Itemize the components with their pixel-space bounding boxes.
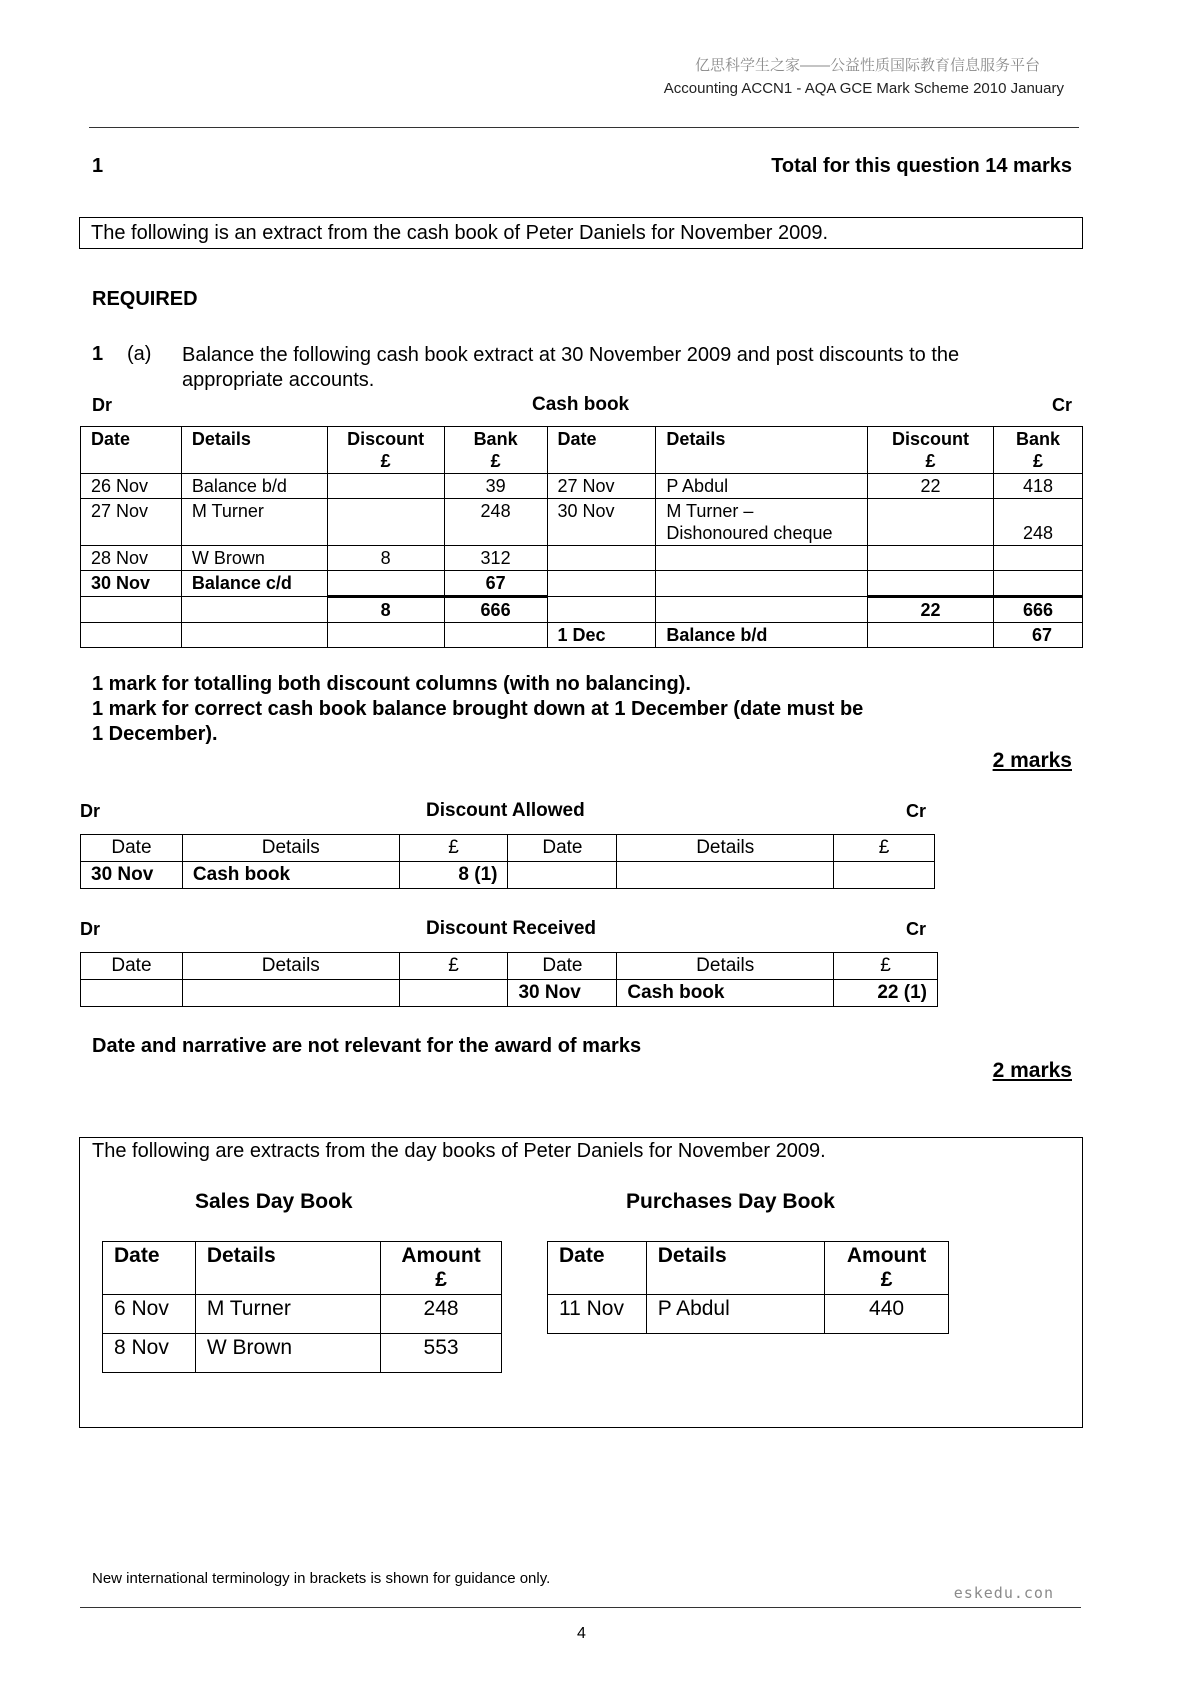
table-row	[81, 571, 1083, 597]
source-banner: 亿思科学生之家——公益性质国际教育信息服务平台	[694, 57, 1040, 74]
table-cell: 67	[994, 623, 1083, 648]
table-cell	[834, 862, 935, 889]
table-cell: M Turner	[195, 1295, 380, 1334]
table-row	[81, 980, 938, 1007]
purchases-day-book-table	[547, 1241, 949, 1334]
table-cell	[508, 862, 617, 889]
document-title: Accounting ACCN1 - AQA GCE Mark Scheme 2010 January	[663, 80, 1064, 97]
page-number: 4	[577, 1625, 586, 1642]
table-cell: 248	[381, 1295, 502, 1334]
dr-discount-header: Discount £	[327, 427, 444, 474]
discount-allowed-cr-label: Cr	[906, 801, 927, 821]
site-watermark: eskedu.con	[953, 1584, 1054, 1602]
cashbook-table	[80, 426, 1083, 648]
table-cell: Date	[81, 953, 183, 980]
table-cell: Cash book	[617, 980, 834, 1007]
table-cell	[868, 546, 994, 571]
sales-header-row	[103, 1242, 502, 1295]
table-cell	[656, 546, 868, 571]
table-cell: £	[834, 835, 935, 862]
table-cell: W Brown	[181, 546, 327, 571]
table-cell: 248	[444, 499, 547, 546]
table-cell: 22 (1)	[834, 980, 938, 1007]
table-cell: Date	[508, 835, 617, 862]
table-cell: Amount £	[825, 1242, 949, 1295]
table-cell	[182, 980, 399, 1007]
question-number: 1	[92, 155, 104, 177]
table-cell: Date	[548, 1242, 647, 1295]
footer-divider	[80, 1607, 1081, 1608]
cashbook-title: Cash book	[532, 394, 630, 415]
table-cell: £	[834, 953, 938, 980]
table-cell	[656, 597, 868, 623]
table-cell: 28 Nov	[81, 546, 182, 571]
table-row	[548, 1295, 949, 1334]
table-cell	[994, 571, 1083, 597]
dr-date-header: Date	[81, 427, 182, 474]
table-cell: P Abdul	[656, 474, 868, 499]
cashbook-cr-label: Cr	[1052, 395, 1073, 415]
table-cell: 30 Nov	[508, 980, 617, 1007]
terminology-footnote: New international terminology in brackets is shown for guidance only.	[92, 1570, 551, 1587]
table-cell: P Abdul	[646, 1295, 824, 1334]
table-cell: 8 Nov	[103, 1334, 196, 1373]
cr-bank-header: Bank £	[994, 427, 1083, 474]
table-cell: 418	[994, 474, 1083, 499]
table-cell: £	[399, 953, 508, 980]
table-cell: Details	[617, 835, 834, 862]
part-number: 1	[92, 343, 104, 365]
discount-received-table	[80, 952, 938, 1007]
marking-notes	[92, 672, 863, 747]
table-cell: 8 (1)	[399, 862, 508, 889]
table-cell: Cash book	[182, 862, 399, 889]
table-cell	[868, 623, 994, 648]
table-cell: Details	[182, 835, 399, 862]
table-row	[81, 546, 1083, 571]
sales-day-book-table	[102, 1241, 502, 1373]
discount-received-dr-label: Dr	[80, 919, 101, 939]
table-cell	[868, 571, 994, 597]
table-cell: 312	[444, 546, 547, 571]
table-cell: 67	[444, 571, 547, 597]
part-label: (a)	[127, 343, 152, 365]
question-total-marks: Total for this question 14 marks	[771, 155, 1072, 177]
question-intro-text: The following is an extract from the cash book of Peter Daniels for November 2009.	[91, 222, 829, 244]
dr-discount-total: 8	[327, 597, 444, 623]
table-cell: 27 Nov	[547, 474, 656, 499]
table-cell	[81, 980, 183, 1007]
table-cell: Details	[646, 1242, 824, 1295]
table-cell: 27 Nov	[81, 499, 182, 546]
table-cell: Balance b/d	[656, 623, 868, 648]
marking-note: 1 mark for totalling both discount columns (with no balancing).	[92, 673, 691, 695]
table-cell: Balance c/d	[181, 571, 327, 597]
table-row	[81, 862, 935, 889]
table-cell	[181, 623, 327, 648]
question-intro-box	[79, 217, 1083, 249]
ledger-header-row	[81, 835, 935, 862]
cashbook-dr-label: Dr	[92, 395, 113, 415]
dr-bank-total: 666	[444, 597, 547, 623]
table-cell: Details	[182, 953, 399, 980]
table-cell: £	[399, 835, 508, 862]
table-cell	[547, 546, 656, 571]
purchases-day-book-title: Purchases Day Book	[626, 1190, 835, 1213]
cr-details-header: Details	[656, 427, 868, 474]
table-cell: 30 Nov	[81, 862, 183, 889]
table-cell: Date	[508, 953, 617, 980]
table-cell: M Turner – Dishonoured cheque	[656, 499, 868, 546]
table-row	[103, 1334, 502, 1373]
table-cell: 39	[444, 474, 547, 499]
table-cell	[81, 597, 182, 623]
brought-down-row	[81, 623, 1083, 648]
table-cell: 8	[327, 546, 444, 571]
cr-bank-total: 666	[994, 597, 1083, 623]
table-cell	[547, 597, 656, 623]
cr-discount-header: Discount £	[868, 427, 994, 474]
table-cell	[994, 546, 1083, 571]
table-cell: 248	[994, 499, 1083, 546]
table-cell: 1 Dec	[547, 623, 656, 648]
table-cell: 553	[381, 1334, 502, 1373]
required-heading: REQUIRED	[92, 288, 198, 310]
table-cell	[868, 499, 994, 546]
marking-note: 1 mark for correct cash book balance brought down at 1 December (date must be	[92, 698, 864, 720]
day-books-intro: The following are extracts from the day books of Peter Daniels for November 2009.	[92, 1140, 826, 1162]
cr-discount-total: 22	[868, 597, 994, 623]
table-cell: Balance b/d	[181, 474, 327, 499]
discount-allowed-table	[80, 834, 935, 889]
table-cell: 30 Nov	[547, 499, 656, 546]
discount-allowed-dr-label: Dr	[80, 801, 101, 821]
table-cell	[327, 623, 444, 648]
discount-received-title: Discount Received	[426, 918, 596, 939]
table-cell: W Brown	[195, 1334, 380, 1373]
table-cell	[399, 980, 508, 1007]
totals-row	[81, 597, 1083, 623]
discount-received-cr-label: Cr	[906, 919, 927, 939]
table-row	[81, 499, 1083, 546]
table-cell: Amount £	[381, 1242, 502, 1295]
table-row	[103, 1295, 502, 1334]
marking-note: 1 December).	[92, 723, 218, 745]
table-cell: 26 Nov	[81, 474, 182, 499]
marks-award: 2 marks	[992, 749, 1072, 772]
table-cell: 11 Nov	[548, 1295, 647, 1334]
dr-bank-header: Bank £	[444, 427, 547, 474]
table-cell: M Turner	[181, 499, 327, 546]
table-cell: Details	[617, 953, 834, 980]
table-cell	[444, 623, 547, 648]
table-cell	[327, 499, 444, 546]
table-cell: Date	[103, 1242, 196, 1295]
cr-date-header: Date	[547, 427, 656, 474]
table-row	[81, 474, 1083, 499]
sales-day-book-title: Sales Day Book	[195, 1190, 353, 1213]
header-divider	[89, 127, 1079, 128]
purchases-header-row	[548, 1242, 949, 1295]
table-cell: 6 Nov	[103, 1295, 196, 1334]
marks-award: 2 marks	[992, 1059, 1072, 1082]
table-cell	[181, 597, 327, 623]
table-cell: Date	[81, 835, 183, 862]
table-cell: 30 Nov	[81, 571, 182, 597]
table-cell	[656, 571, 868, 597]
table-cell: 22	[868, 474, 994, 499]
table-cell: Details	[195, 1242, 380, 1295]
dr-details-header: Details	[181, 427, 327, 474]
table-cell	[327, 474, 444, 499]
part-instruction: Balance the following cash book extract at 30 November 2009 and post discounts to the appropriate accounts.	[182, 344, 960, 391]
cashbook-header-row	[81, 427, 1083, 474]
discount-allowed-title: Discount Allowed	[426, 800, 585, 821]
marking-note-narrative: Date and narrative are not relevant for the award of marks	[92, 1035, 642, 1057]
table-cell	[547, 571, 656, 597]
table-cell	[81, 623, 182, 648]
ledger-header-row	[81, 953, 938, 980]
table-cell	[617, 862, 834, 889]
table-cell	[327, 571, 444, 597]
table-cell: 440	[825, 1295, 949, 1334]
